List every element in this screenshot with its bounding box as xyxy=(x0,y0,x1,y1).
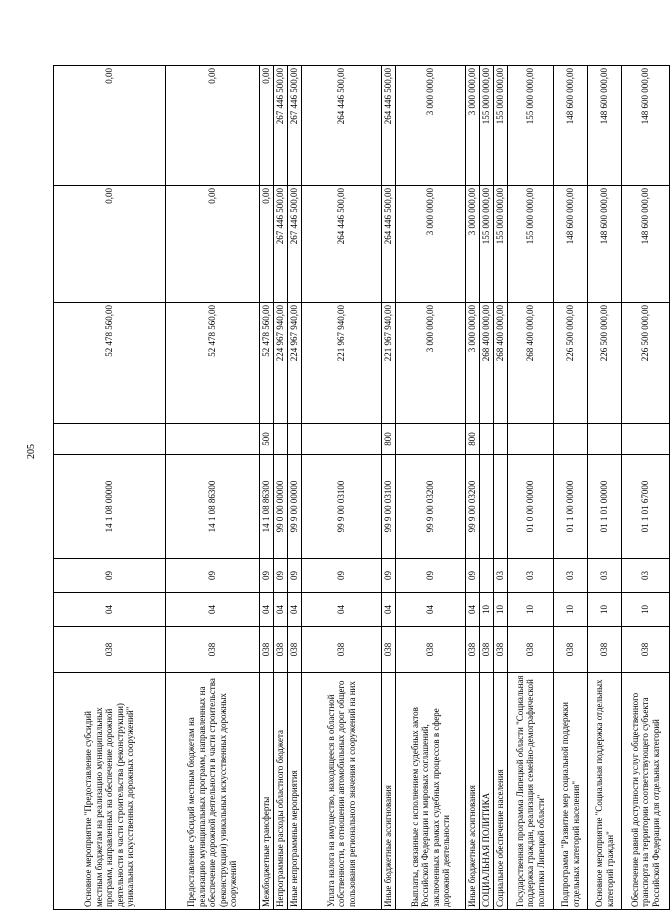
row-target-article-code: 14 1 08 86300 xyxy=(260,455,274,559)
row-subsection-code: 09 xyxy=(302,559,382,593)
row-name: Непрограммные расходы областного бюджета xyxy=(274,673,288,910)
row-subsection-code: 09 xyxy=(260,559,274,593)
row-amount-year-3: 3 000 000,00 xyxy=(466,66,480,186)
row-expense-type-code xyxy=(288,424,302,455)
row-name: Государственная программа Липецкой области "Социальная поддержка граждан, реализация семейно-демографической политики Липецкой области" xyxy=(508,673,554,910)
table-row xyxy=(480,66,494,910)
row-amount-year-3: 148 600 000,00 xyxy=(622,66,670,186)
row-subsection-code: 09 xyxy=(166,559,260,593)
table-row xyxy=(466,66,480,910)
row-target-article-code: 99 9 00 03100 xyxy=(382,455,396,559)
row-expense-type-code xyxy=(54,424,166,455)
row-expense-type-code xyxy=(588,424,622,455)
table-row xyxy=(396,66,466,910)
row-amount-year-1: 3 000 000,00 xyxy=(396,303,466,424)
row-amount-year-2: 148 600 000,00 xyxy=(622,186,670,303)
row-target-article-code: 14 1 08 86300 xyxy=(166,455,260,559)
row-section-code: 04 xyxy=(396,593,466,627)
row-target-article-code: 99 9 00 03200 xyxy=(396,455,466,559)
row-section-code: 04 xyxy=(302,593,382,627)
row-target-article-code: 01 0 00 00000 xyxy=(508,455,554,559)
table-row xyxy=(508,66,554,910)
row-section-code: 04 xyxy=(382,593,396,627)
row-amount-year-1: 52 478 560,00 xyxy=(260,303,274,424)
row-amount-year-3: 155 000 000,00 xyxy=(508,66,554,186)
row-ministry-code: 038 xyxy=(54,627,166,673)
table-row xyxy=(382,66,396,910)
row-amount-year-3: 0,00 xyxy=(54,66,166,186)
row-amount-year-1: 224 967 940,00 xyxy=(274,303,288,424)
row-amount-year-1: 221 967 940,00 xyxy=(382,303,396,424)
row-amount-year-3: 0,00 xyxy=(260,66,274,186)
row-name: Иные непрограммные мероприятия xyxy=(288,673,302,910)
row-amount-year-3: 148 600 000,00 xyxy=(588,66,622,186)
row-target-article-code xyxy=(480,455,494,559)
row-amount-year-2: 3 000 000,00 xyxy=(466,186,480,303)
row-name: Иные бюджетные ассигнования xyxy=(382,673,396,910)
row-subsection-code: 03 xyxy=(588,559,622,593)
table-row xyxy=(54,66,166,910)
row-expense-type-code xyxy=(554,424,588,455)
row-target-article-code: 01 1 01 00000 xyxy=(588,455,622,559)
row-ministry-code: 038 xyxy=(622,627,670,673)
table-row xyxy=(622,66,670,910)
row-amount-year-1: 221 967 940,00 xyxy=(302,303,382,424)
row-expense-type-code: 500 xyxy=(260,424,274,455)
row-amount-year-2: 264 446 500,00 xyxy=(382,186,396,303)
row-amount-year-1: 52 478 560,00 xyxy=(54,303,166,424)
row-target-article-code: 01 1 00 00000 xyxy=(554,455,588,559)
row-amount-year-1: 52 478 560,00 xyxy=(166,303,260,424)
row-expense-type-code xyxy=(274,424,288,455)
row-ministry-code: 038 xyxy=(554,627,588,673)
row-ministry-code: 038 xyxy=(302,627,382,673)
row-subsection-code: 03 xyxy=(508,559,554,593)
row-expense-type-code xyxy=(396,424,466,455)
row-subsection-code xyxy=(480,559,494,593)
row-ministry-code: 038 xyxy=(508,627,554,673)
table-row xyxy=(588,66,622,910)
row-expense-type-code xyxy=(302,424,382,455)
row-ministry-code: 038 xyxy=(396,627,466,673)
row-amount-year-3: 3 000 000,00 xyxy=(396,66,466,186)
row-name: Обеспечение равной доступности услуг общественного транспорта на территории соответствующего субъекта Российской Федерации для отдельных категорий xyxy=(622,673,670,910)
row-amount-year-3: 148 600 000,00 xyxy=(554,66,588,186)
table-row xyxy=(302,66,382,910)
row-subsection-code: 03 xyxy=(494,559,508,593)
row-expense-type-code: 800 xyxy=(382,424,396,455)
row-subsection-code: 09 xyxy=(382,559,396,593)
row-amount-year-1: 268 400 000,00 xyxy=(508,303,554,424)
row-expense-type-code xyxy=(622,424,670,455)
row-amount-year-3: 267 446 500,00 xyxy=(288,66,302,186)
row-name: Социальное обеспечение населения xyxy=(494,673,508,910)
row-expense-type-code xyxy=(508,424,554,455)
row-amount-year-2: 0,00 xyxy=(260,186,274,303)
budget-table-body xyxy=(54,66,670,910)
row-target-article-code: 14 1 08 00000 xyxy=(54,455,166,559)
row-ministry-code: 038 xyxy=(260,627,274,673)
row-section-code: 10 xyxy=(508,593,554,627)
row-section-code: 04 xyxy=(288,593,302,627)
row-ministry-code: 038 xyxy=(166,627,260,673)
row-expense-type-code xyxy=(166,424,260,455)
row-expense-type-code xyxy=(480,424,494,455)
row-amount-year-2: 155 000 000,00 xyxy=(494,186,508,303)
row-target-article-code: 01 1 01 67000 xyxy=(622,455,670,559)
row-amount-year-3: 267 446 500,00 xyxy=(274,66,288,186)
table-row xyxy=(260,66,274,910)
row-amount-year-1: 268 400 000,00 xyxy=(494,303,508,424)
row-target-article-code: 99 9 00 00000 xyxy=(288,455,302,559)
row-amount-year-3: 155 000 000,00 xyxy=(494,66,508,186)
row-subsection-code: 09 xyxy=(54,559,166,593)
row-name: Межбюджетные трансферты xyxy=(260,673,274,910)
row-amount-year-3: 264 446 500,00 xyxy=(382,66,396,186)
row-amount-year-2: 148 600 000,00 xyxy=(588,186,622,303)
row-amount-year-1: 226 500 000,00 xyxy=(622,303,670,424)
rotated-page-content xyxy=(53,66,661,910)
row-name: Иные бюджетные ассигнования xyxy=(466,673,480,910)
row-name: Основное мероприятие "Социальная поддержка отдельных категорий граждан" xyxy=(588,673,622,910)
row-amount-year-1: 226 500 000,00 xyxy=(588,303,622,424)
row-section-code: 10 xyxy=(480,593,494,627)
row-amount-year-2: 264 446 500,00 xyxy=(302,186,382,303)
row-ministry-code: 038 xyxy=(466,627,480,673)
row-ministry-code: 038 xyxy=(588,627,622,673)
row-subsection-code: 09 xyxy=(288,559,302,593)
row-name: Основное мероприятие "Предоставление субсидий местным бюджетам на реализацию муниципальных программ, направленных на обеспечение дорожной деятельности в части строительства (реконструкции) уникальных искусственных дорожных сооружений" xyxy=(54,673,166,910)
row-section-code: 10 xyxy=(588,593,622,627)
row-ministry-code: 038 xyxy=(382,627,396,673)
row-name: Подпрограмма "Развитие мер социальной поддержки отдельных категорий населения" xyxy=(554,673,588,910)
page-number: 205 xyxy=(26,444,37,459)
row-section-code: 04 xyxy=(466,593,480,627)
row-section-code: 04 xyxy=(274,593,288,627)
row-expense-type-code: 800 xyxy=(466,424,480,455)
row-target-article-code xyxy=(494,455,508,559)
row-amount-year-3: 0,00 xyxy=(166,66,260,186)
row-section-code: 10 xyxy=(554,593,588,627)
row-subsection-code: 03 xyxy=(622,559,670,593)
row-name: Выплаты, связанные с исполнением судебных актов Российской Федерации и мировых соглашений, заключенных в рамках судебных процессов в сфере дорожной деятельности xyxy=(396,673,466,910)
row-ministry-code: 038 xyxy=(494,627,508,673)
row-amount-year-3: 264 446 500,00 xyxy=(302,66,382,186)
row-amount-year-2: 3 000 000,00 xyxy=(396,186,466,303)
table-row xyxy=(554,66,588,910)
table-row xyxy=(494,66,508,910)
row-ministry-code: 038 xyxy=(288,627,302,673)
row-amount-year-2: 155 000 000,00 xyxy=(480,186,494,303)
row-section-code: 04 xyxy=(54,593,166,627)
table-row xyxy=(274,66,288,910)
row-ministry-code: 038 xyxy=(274,627,288,673)
row-amount-year-2: 0,00 xyxy=(166,186,260,303)
row-section-code: 04 xyxy=(166,593,260,627)
row-subsection-code: 09 xyxy=(274,559,288,593)
row-ministry-code: 038 xyxy=(480,627,494,673)
row-amount-year-2: 155 000 000,00 xyxy=(508,186,554,303)
row-amount-year-2: 148 600 000,00 xyxy=(554,186,588,303)
row-name: СОЦИАЛЬНАЯ ПОЛИТИКА xyxy=(480,673,494,910)
row-target-article-code: 99 9 00 03100 xyxy=(302,455,382,559)
row-subsection-code: 03 xyxy=(554,559,588,593)
row-amount-year-1: 3 000 000,00 xyxy=(466,303,480,424)
table-row xyxy=(166,66,260,910)
row-amount-year-3: 155 000 000,00 xyxy=(480,66,494,186)
row-amount-year-2: 267 446 500,00 xyxy=(274,186,288,303)
row-expense-type-code xyxy=(494,424,508,455)
row-amount-year-1: 268 400 000,00 xyxy=(480,303,494,424)
row-amount-year-2: 0,00 xyxy=(54,186,166,303)
row-amount-year-1: 224 967 940,00 xyxy=(288,303,302,424)
table-row xyxy=(288,66,302,910)
row-section-code: 10 xyxy=(622,593,670,627)
row-name: Уплата налога на имущество, находящееся в областной собственности, в отношении автомобильных дорог общего пользования регионального значения и сооружений на них xyxy=(302,673,382,910)
row-subsection-code: 09 xyxy=(396,559,466,593)
row-name: Предоставление субсидий местным бюджетам на реализацию муниципальных программ, направленных на обеспечение дорожной деятельности в части строительства (реконструкции) уникальных искусственных дорожных сооружений xyxy=(166,673,260,910)
budget-table xyxy=(53,65,670,910)
row-subsection-code: 09 xyxy=(466,559,480,593)
row-amount-year-1: 226 500 000,00 xyxy=(554,303,588,424)
row-amount-year-2: 267 446 500,00 xyxy=(288,186,302,303)
row-target-article-code: 99 0 00 00000 xyxy=(274,455,288,559)
row-section-code: 10 xyxy=(494,593,508,627)
row-target-article-code: 99 9 00 03200 xyxy=(466,455,480,559)
row-section-code: 04 xyxy=(260,593,274,627)
